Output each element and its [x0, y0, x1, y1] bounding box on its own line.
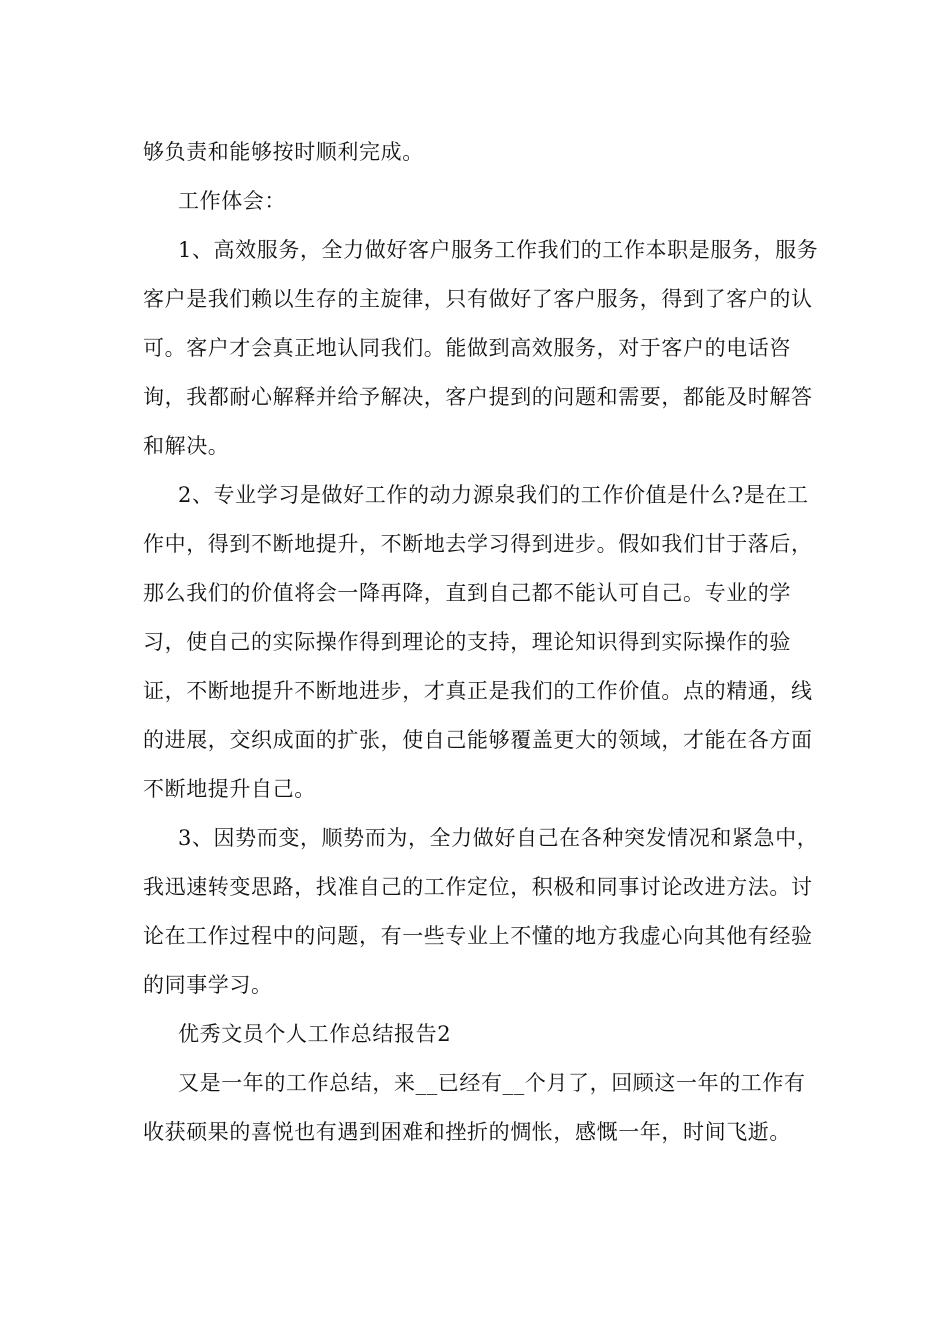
- paragraph-report-2-intro: 又是一年的工作总结，来__已经有__个月了，回顾这一年的工作有收获硕果的喜悦也有遇到困难和挫折的惆怅，感慨一年，时间飞逝。: [143, 1071, 806, 1144]
- paragraph-continuation: 够负责和能够按时顺利完成。: [143, 140, 424, 164]
- section-heading-work-insights: 工作体会：: [178, 189, 286, 213]
- document-body: [143, 128, 823, 1157]
- report-title-2: 优秀文员个人工作总结报告2: [178, 1022, 452, 1046]
- paragraph-point-1: 1、高效服务，全力做好客户服务工作我们的工作本职是服务，服务客户是我们赖以生存的主旋律，只有做好了客户服务，得到了客户的认可。客户才会真正地认同我们。能做到高效服务，对于客户的电话咨询，我都耐心解释并给予解决，客户提到的问题和需要，都能及时解答和解决。: [143, 238, 819, 458]
- paragraph-point-3: 3、因势而变，顺势而为，全力做好自己在各种突发情况和紧急中，我迅速转变思路，找准自己的工作定位，积极和同事讨论改进方法。讨论在工作过程中的问题，有一些专业上不懂的地方我虚心向其他有经验的同事学习。: [143, 826, 819, 997]
- paragraph-point-2: 2、专业学习是做好工作的动力源泉我们的工作价值是什么?是在工作中，得到不断地提升，不断地去学习得到进步。假如我们甘于落后，那么我们的价值将会一降再降，直到自己都不能认可自己。专业的学习，使自己的实际操作得到理论的支持，理论知识得到实际操作的验证，不断地提升不断地进步，才真正是我们的工作价值。点的精通，线的进展，交织成面的扩张，使自己能够覆盖更大的领域，才能在各方面不断地提升自己。: [143, 483, 813, 801]
